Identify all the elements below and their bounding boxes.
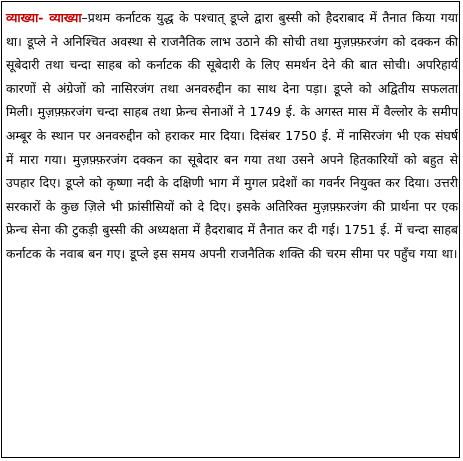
- section-heading: व्याख्या- व्याख्या: [6, 10, 82, 25]
- paragraph-body: –प्रथम कर्नाटक युद्ध के पश्चात् डूप्ले द्वारा बुस्सी को हैदराबाद में तैनात किया गया था। डूप्ले ने अनिश्चित अवस्था से राजनैतिक लाभ उठाने की सोची तथा मुज़फ़्फ़रजंग को दक्कन की सूबेदारी तथा चन्दा साहब को कर्नाटक की सूबेदारी के लिए समर्थन देने की बात सोची। अपरिहार्य कारणों से अंग्रेजों को नासिरजंग तथा अनवरुद्दीन का साथ देना पड़ा। डूप्ले को अद्वितीय सफलता मिली। मुज़फ़्फ़रजंग चन्दा साहब तथा फ्रेन्च सेनाओं ने 1749 ई. के अगस्त मास में वैल्लोर के समीप अम्बूर के स्थान पर अनवरुद्दीन को हराकर मार दिया। दिसंबर 1750 ई. में नासिरजंग भी एक संघर्ष में मारा गया। मुज़फ़्फ़रजंग दक्कन का सूबेदार बन गया तथा उसने अपने हितकारियों को बहुत से उपहार दिए। डूप्ले को कृष्णा नदी के दक्षिणी भाग में मुगल प्रदेशों का गवर्नर नियुक्त कर दिया। उत्तरी सरकारों के कुछ ज़िले भी फ्रांसीसियों को दे दिए। इसके अतिरिक्त मुज़फ़्फ़रजंग की प्रार्थना पर एक फ्रेन्च सेना की टुकड़ी बुस्सी की अध्यक्षता में हैदराबाद में तैनात कर दी गई। 1751 ई. में चन्दा साहब कर्नाटक के नवाब बन गए। डूप्ले इस समय अपनी राजनैतिक शक्ति की चरम सीमा पर पहुँच गया था।: [6, 10, 459, 261]
- text-box: [1, 1, 460, 458]
- paragraph: [6, 6, 458, 266]
